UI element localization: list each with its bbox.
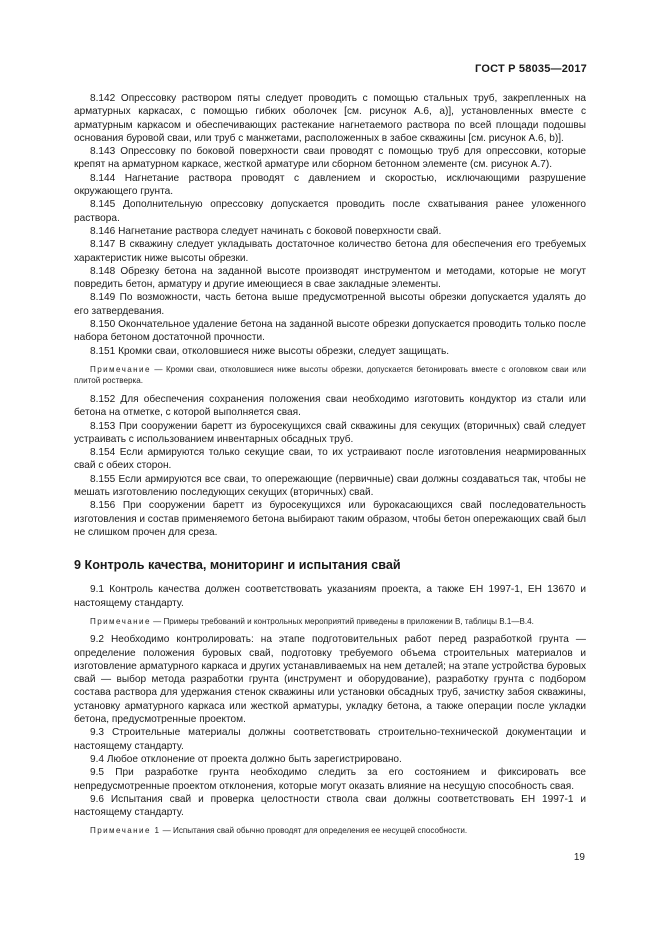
paragraph-8-152: 8.152 Для обеспечения сохранения положения сваи необходимо изготовить кондуктор из стали или бетона на отметке, с которой выполняется свая. [74,393,586,419]
paragraph-8-146: 8.146 Нагнетание раствора следует начинать с боковой поверхности свай. [90,225,442,237]
note-text: — Кромки сваи, отколовшиеся ниже высоты обрезки, допускается бетонировать вместе с оголовком сваи или плитой ростверка. [74,364,586,386]
paragraph-9-3: 9.3 Строительные материалы должны соответствовать строительно-технической документации и настоящему стандарту. [74,727,586,752]
note-label: Примечание [90,364,151,374]
paragraph-9-5: 9.5 При разработке грунта необходимо следить за его состоянием и фиксировать все непредусмотренные проектом отклонения, которые могут оказать влияние на несущую способность свая. [74,767,586,792]
note-9-1 [74,616,586,628]
note-label: Примечание 1 [90,826,161,836]
paragraph-8-149: 8.149 По возможности, часть бетона выше предусмотренной высоты обрезки допускается удалять до его затвердевания. [74,292,586,317]
paragraph-8-156: 8.156 При сооружении баретт из буросекущихся или бурокасающихся свай последовательность изготовления и состав применяемого бетона выбирают таким образом, чтобы бетон опережающих свай был не слишком прочен для среза. [74,500,586,538]
paragraph-9-2: 9.2 Необходимо контролировать: на этапе подготовительных работ перед разработкой грунта — определение положения буровых свай, подготовку требуемого объема строительных материалов и изготовление арматурного каркаса и других устанавливаемых на нем деталей; на этапе устройства буровых свай — выбор метода разработки грунта (инструмент и оборудование), разработку грунта с подбором состава раствора для удержания стенок скважины или установки обсадных труб, зачистку забоя скважины, установку арматурного каркаса или жесткой арматуры, укладку бетона, а также операции после укладки бетона, предусмотренные проектом. [74,634,586,726]
paragraph-8-151: 8.151 Кромки сваи, отколовшиеся ниже высоты обрезки, следует защищать. [90,345,450,357]
note-label: Примечание [90,616,151,626]
note-8-151 [74,364,586,387]
paragraph-9-1: 9.1 Контроль качества должен соответствовать указаниям проекта, а также ЕН 1997-1, ЕН 13670 и настоящему стандарту. [74,584,586,609]
paragraph-8-150: 8.150 Окончательное удаление бетона на заданной высоте обрезки допускается проводить только после набора бетоном достаточной прочности. [74,319,586,344]
paragraph-8-144: 8.144 Нагнетание раствора проводят с давлением и скоростью, исключающими разрушение окружающего грунта. [74,172,586,198]
paragraph-8-154: 8.154 Если армируются только секущие сваи, то их устраивают после изготовления неармированных свай с обеих сторон. [74,447,586,472]
paragraph-8-148: 8.148 Обрезку бетона на заданной высоте производят инструментом и методами, которые не могут повредить бетон, арматуру и другие имеющиеся в свае закладные элементы. [74,265,586,291]
paragraph-8-143: 8.143 Опрессовку по боковой поверхности сваи проводят с помощью труб для опрессовки, которые крепят на арматурном каркасе, жесткой арматуре или сборном бетонном элементе (см. рисунок А.7). [74,146,586,171]
paragraph-9-4: 9.4 Любое отклонение от проекта должно быть зарегистрировано. [90,753,402,765]
note-text: — Примеры требований и контрольных мероприятий приведены в приложении В, таблицы В.1—В.4. [150,616,534,626]
document-body [74,92,586,843]
document-code: ГОСТ Р 58035—2017 [475,63,587,75]
paragraph-8-147: 8.147 В скважину следует укладывать достаточное количество бетона для обеспечения его требуемых характеристик ниже высоты обрезки. [74,239,586,264]
paragraph-8-153: 8.153 При сооружении баретт из буросекущихся свай скважины для секущих (вторичных) свай следует устраивать с использованием инвентарных обсадных труб. [74,420,586,445]
paragraph-9-6: 9.6 Испытания свай и проверка целостности ствола сваи должны соответствовать ЕН 1997-1 и настоящему стандарту. [74,793,586,819]
section-9-heading: 9 Контроль качества, мониторинг и испытания свай [74,558,401,573]
paragraph-8-155: 8.155 Если армируются все сваи, то опережающие (первичные) сваи должны создаваться так, чтобы не мешать изготовлению последующих секущих (вторичных) свай. [74,473,586,499]
note-text: — Испытания свай обычно проводят для определения ее несущей способности. [160,826,468,836]
paragraph-8-142: 8.142 Опрессовку раствором пяты следует проводить с помощью стальных труб, закрепленных на арматурных каркасах, с помощью гибких оболочек [см. рисунок А.6, а)], установленных вместе с арматурным каркасом и обеспечивающих растекание нагнетаемого раствора по всей площади подошвы основания буровой сваи, или труб с манжетами, расположенных в забое скважины [см. рисунок А.6, b)]. [74,93,586,144]
note-9-6 [74,825,586,837]
paragraph-8-145: 8.145 Дополнительную опрессовку допускается проводить после схватывания ранее уложенного раствора. [74,199,586,224]
page-number: 19 [573,852,585,863]
